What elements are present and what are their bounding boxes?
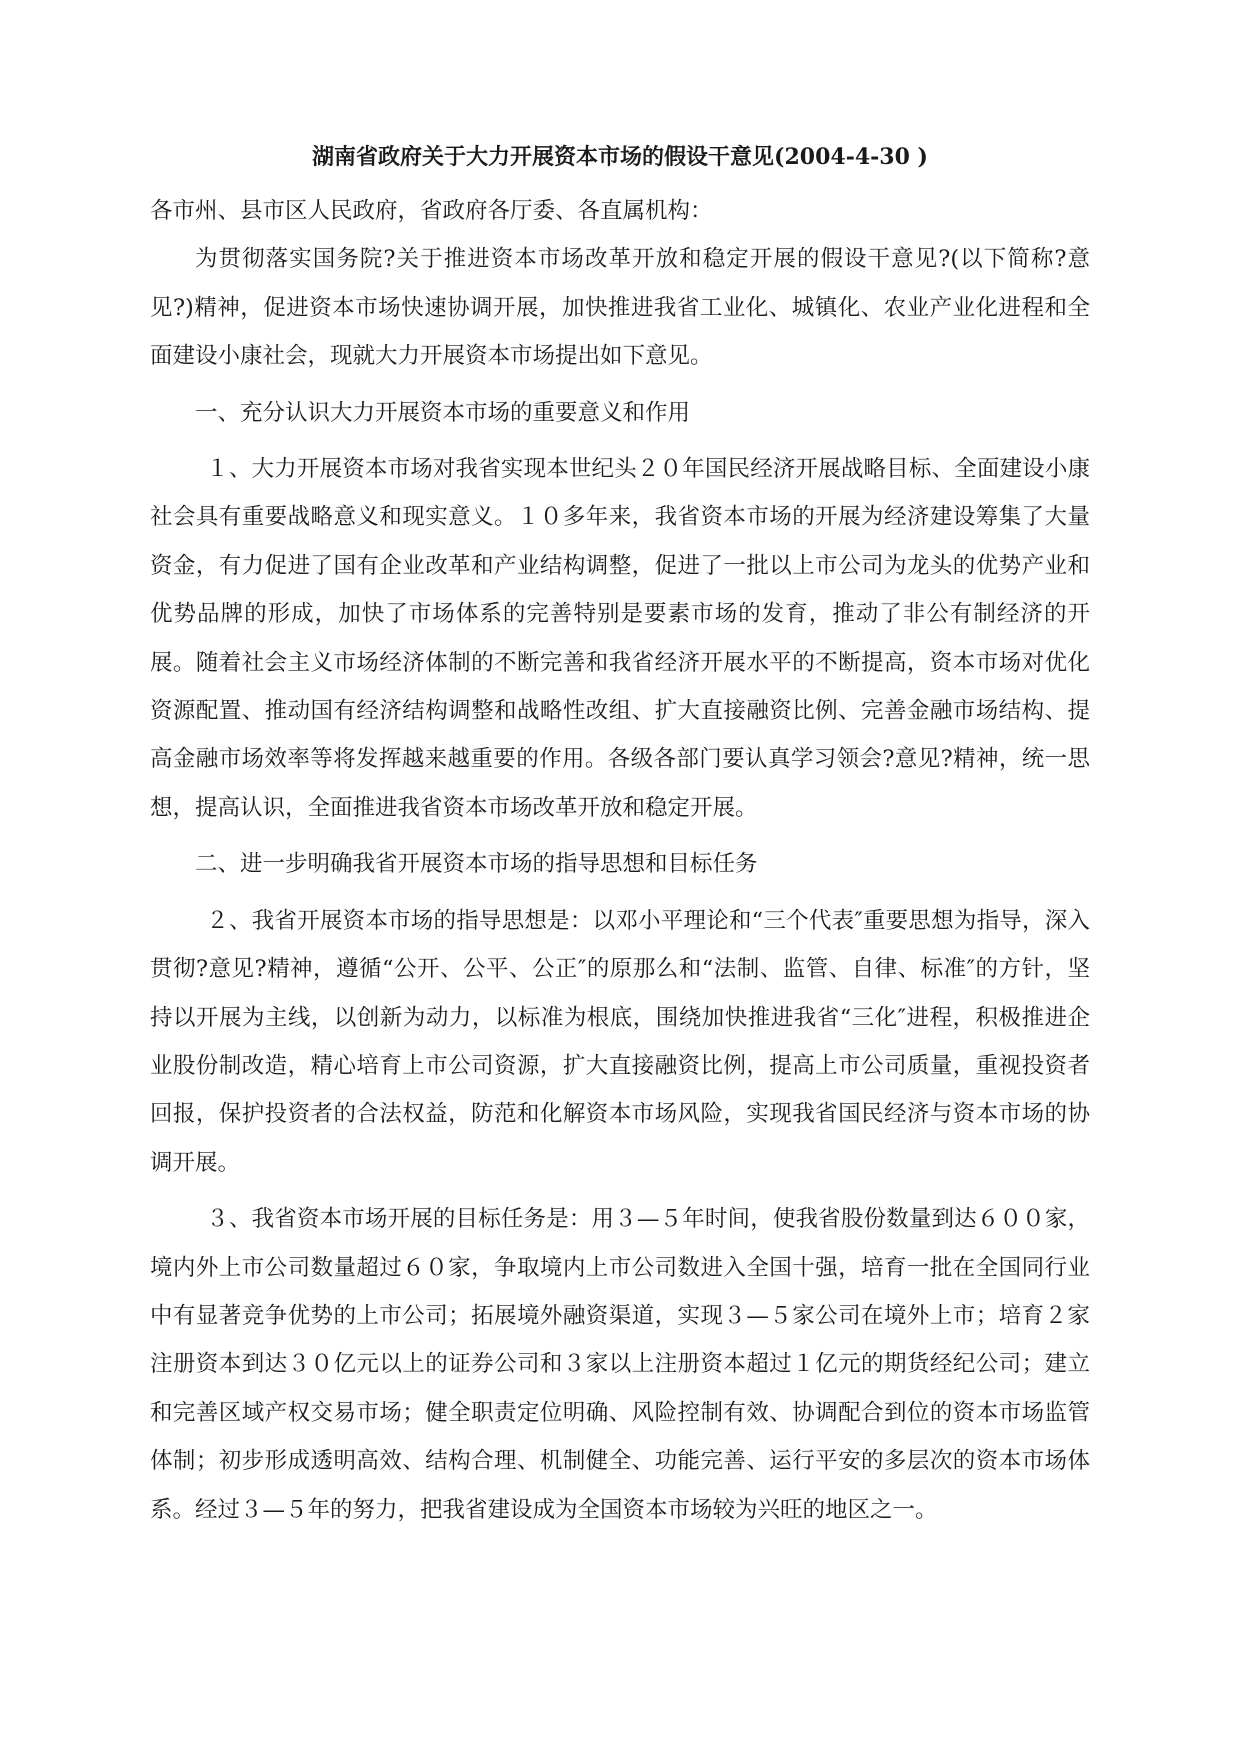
document-title: 湖南省政府关于大力开展资本市场的假设干意见(2004-4-30 ) bbox=[312, 144, 928, 170]
section-heading-2: 二、进一步明确我省开展资本市场的指导思想和目标任务 bbox=[195, 851, 758, 878]
intro-paragraph: 为贯彻落实国务院?关于推进资本市场改革开放和稳定开展的假设干意见?(以下简称?意见?)精神，促进资本市场快速协调开展，加快推进我省工业化、城镇化、农业产业化进程和全面建设小康社会，现就大力开展资本市场提出如下意见。 bbox=[150, 246, 1090, 370]
item-paragraph-3: ３、我省资本市场开展的目标任务是：用３—５年时间，使我省股份数量到达６００家，境内外上市公司数量超过６０家，争取境内上市公司数进入全国十强，培育一批在全国同行业中有显著竞争优势的上市公司；拓展境外融资渠道，实现３—５家公司在境外上市；培育２家注册资本到达３０亿元以上的证券公司和３家以上注册资本超过１亿元的期货经纪公司；建立和完善区域产权交易市场；健全职责定位明确、风险控制有效、协调配合到位的资本市场监管体制；初步形成透明高效、结构合理、机制健全、功能完善、运行平安的多层次的资本市场体系。经过３—５年的努力，把我省建设成为全国资本市场较为兴旺的地区之一。 bbox=[150, 1206, 1090, 1523]
section-heading-1: 一、充分认识大力开展资本市场的重要意义和作用 bbox=[195, 399, 691, 426]
item-paragraph-2: ２、我省开展资本市场的指导思想是：以邓小平理论和“三个代表″重要思想为指导，深入贯彻?意见?精神，遵循“公开、公平、公正″的原那么和“法制、监管、自律、标准″的方针，坚持以开展为主线，以创新为动力，以标准为根底，围绕加快推进我省“三化″进程，积极推进企业股份制改造，精心培育上市公司资源，扩大直接融资比例，提高上市公司质量，重视投资者回报，保护投资者的合法权益，防范和化解资本市场风险，实现我省国民经济与资本市场的协调开展。 bbox=[150, 907, 1090, 1176]
salutation: 各市州、县市区人民政府，省政府各厅委、各直属机构： bbox=[150, 198, 713, 224]
item-paragraph-1: １、大力开展资本市场对我省实现本世纪头２０年国民经济开展战略目标、全面建设小康社会具有重要战略意义和现实意义。１０多年来，我省资本市场的开展为经济建设筹集了大量资金，有力促进了国有企业改革和产业结构调整，促进了一批以上市公司为龙头的优势产业和优势品牌的形成，加快了市场体系的完善特别是要素市场的发育，推动了非公有制经济的开展。随着社会主义市场经济体制的不断完善和我省经济开展水平的不断提高，资本市场对优化资源配置、推动国有经济结构调整和战略性改组、扩大直接融资比例、完善金融市场结构、提高金融市场效率等将发挥越来越重要的作用。各级各部门要认真学习领会?意见?精神，统一思想，提高认识，全面推进我省资本市场改革开放和稳定开展。 bbox=[150, 456, 1090, 821]
document-body bbox=[150, 187, 1090, 1534]
